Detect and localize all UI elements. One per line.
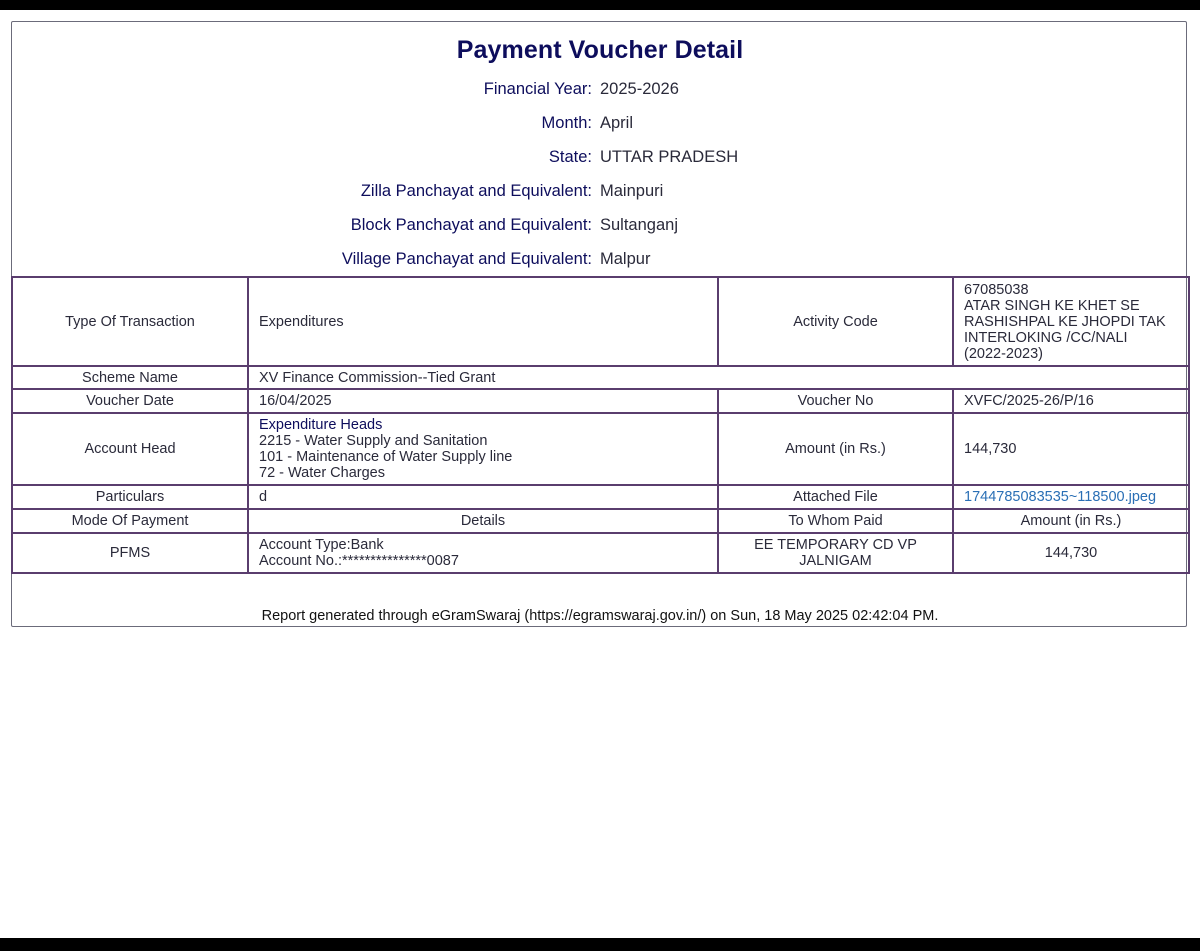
table-row (12, 485, 1189, 509)
meta-state (0, 148, 1200, 178)
meta-value: Mainpuri (600, 182, 664, 200)
meta-zilla (0, 182, 1200, 212)
activity-code-value (953, 277, 1189, 366)
table-row (12, 277, 1189, 366)
voucher-date-label: Voucher Date (12, 389, 248, 413)
page-title: Payment Voucher Detail (456, 36, 744, 64)
scheme-name-label: Scheme Name (12, 366, 248, 389)
to-whom-paid-line: JALNIGAM (799, 553, 872, 569)
mode-of-payment-header: Mode Of Payment (12, 509, 248, 533)
to-whom-paid-value (718, 533, 953, 573)
scheme-name-value: XV Finance Commission--Tied Grant (248, 366, 1189, 389)
table-row (12, 366, 1189, 389)
attached-file-link[interactable]: 1744785083535~118500.jpeg (964, 489, 1157, 505)
meta-label: Financial Year: (483, 80, 592, 98)
particulars-value: d (248, 485, 718, 509)
meta-month (0, 114, 1200, 144)
account-head-line: 2215 - Water Supply and Sanitation (259, 433, 488, 449)
voucher-no-value: XVFC/2025-26/P/16 (953, 389, 1189, 413)
to-whom-paid-header: To Whom Paid (718, 509, 953, 533)
account-head-line: 72 - Water Charges (259, 465, 385, 481)
bottom-black-bar (0, 938, 1200, 951)
meta-label: Block Panchayat and Equivalent: (350, 216, 592, 234)
activity-code-line: RASHISHPAL KE JHOPDI TAK (964, 313, 1166, 330)
table-row (12, 533, 1189, 573)
meta-label: Village Panchayat and Equivalent: (341, 250, 592, 268)
amount-label: Amount (in Rs.) (718, 413, 953, 485)
attached-file-label: Attached File (718, 485, 953, 509)
type-of-transaction-label: Type Of Transaction (12, 277, 248, 366)
payment-amount-header: Amount (in Rs.) (953, 509, 1189, 533)
particulars-label: Particulars (12, 485, 248, 509)
meta-label: Zilla Panchayat and Equivalent: (360, 182, 592, 200)
report-footer: Report generated through eGramSwaraj (https://egramswaraj.gov.in/) on Sun, 18 May 2025 02:42:04 PM. (261, 608, 939, 624)
amount-value: 144,730 (953, 413, 1189, 485)
type-of-transaction-value: Expenditures (248, 277, 718, 366)
meta-value: Malpur (600, 250, 651, 268)
to-whom-paid-line: EE TEMPORARY CD VP (754, 537, 917, 553)
meta-value: April (600, 114, 634, 132)
voucher-table (11, 276, 1190, 574)
activity-code-line: ATAR SINGH KE KHET SE (964, 297, 1140, 314)
attached-file-cell (953, 485, 1189, 509)
voucher-date-value: 16/04/2025 (248, 389, 718, 413)
payment-details-value (248, 533, 718, 573)
expenditure-heads-heading: Expenditure Heads (259, 417, 383, 433)
meta-label: Month: (541, 114, 592, 132)
account-head-line: 101 - Maintenance of Water Supply line (259, 449, 513, 465)
meta-value: UTTAR PRADESH (600, 148, 739, 166)
voucher-no-label: Voucher No (718, 389, 953, 413)
payment-details-line: Account No.:***************0087 (259, 553, 459, 569)
meta-block (0, 216, 1200, 246)
account-head-label: Account Head (12, 413, 248, 485)
meta-value: 2025-2026 (600, 80, 679, 98)
activity-code-line: (2022-2023) (964, 345, 1043, 362)
details-header: Details (248, 509, 718, 533)
meta-financial-year (0, 80, 1200, 110)
activity-code-line: INTERLOKING /CC/NALI (964, 329, 1128, 346)
table-row (12, 413, 1189, 485)
meta-value: Sultanganj (600, 216, 678, 234)
account-head-value (248, 413, 718, 485)
top-black-bar (0, 0, 1200, 10)
activity-code-label: Activity Code (718, 277, 953, 366)
payment-details-line: Account Type:Bank (259, 537, 384, 553)
meta-label: State: (548, 148, 592, 166)
table-row (12, 389, 1189, 413)
table-row (12, 509, 1189, 533)
activity-code-line: 67085038 (964, 281, 1029, 298)
payment-amount-value: 144,730 (953, 533, 1189, 573)
payment-mode-value: PFMS (12, 533, 248, 573)
